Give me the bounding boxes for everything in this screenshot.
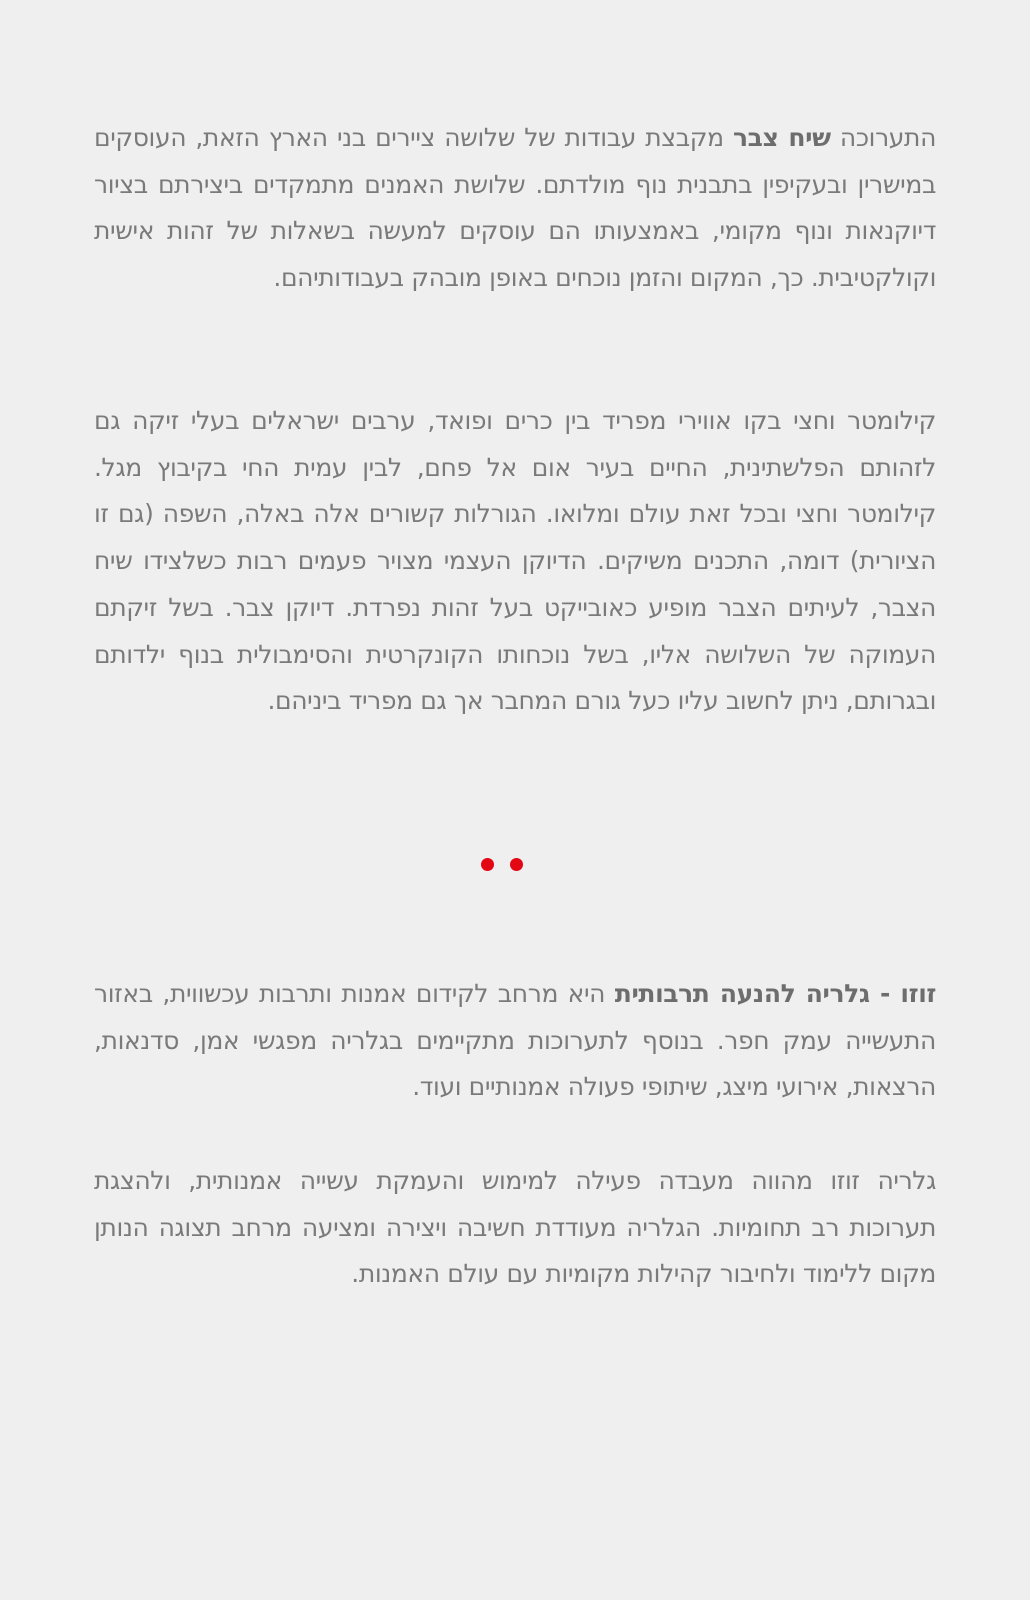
gallery-intro-text: היא מרחב לקידום אמנות ותרבות עכשווית, באזור התעשייה עמק חפר. בנוסף לתערוכות מתקיימים בגלריה מפגשי אמן, סדנאות, הרצאות, אירועי מיצג, שיתופי פעולה אמנותיים ועוד.: [94, 979, 936, 1102]
section-divider: [481, 858, 531, 872]
exhibition-title: שיח צבר: [732, 123, 831, 152]
divider-dot: [481, 858, 494, 871]
description-text: קילומטר וחצי בקו אווירי מפריד בין כרים ופואד, ערבים ישראלים בעלי זיקה גם לזהותם הפלשתינית, החיים בעיר אום אל פחם, לבין עמית החי בקיבוץ מגל. קילומטר וחצי ובכל זאת עולם ומלואו. הגורלות קשורים אלה באלה, השפה (גם זו הציורית) דומה, התכנים משיקים. הדיוקן העצמי מצויר פעמים רבות כשלצידו שיח הצבר, לעיתים הצבר מופיע כאובייקט בעל זהות נפרדת. דיוקן צבר. בשל זיקתם העמוקה של השלושה אליו, בשל נוכחותו הקונקרטית והסימבולית בנוף ילדותם ובגרותם, ניתן לחשוב עליו כעל גורם המחבר אך גם מפריד ביניהם.: [94, 406, 936, 716]
gallery-description-text: גלריה זוזו מהווה מעבדה פעילה למימוש והעמקת עשייה אמנותית, ולהצגת תערוכות רב תחומיות. הגלריה מעודדת חשיבה ויצירה ומציעה מרחב תצוגה הנותן מקום ללימוד ולחיבור קהילות מקומיות עם עולם האמנות.: [94, 1166, 936, 1289]
gallery-title: זוזו - גלריה להנעה תרבותית: [614, 979, 936, 1008]
gallery-intro-paragraph: [94, 971, 936, 1111]
divider-dot: [510, 858, 523, 871]
gallery-description-paragraph: [94, 1158, 936, 1298]
intro-lead: התערוכה: [839, 123, 937, 152]
exhibition-intro-paragraph: [94, 115, 936, 302]
exhibition-description-paragraph: [94, 398, 936, 725]
intro-text: מקבצת עבודות של שלושה ציירים בני הארץ הזאת, העוסקים במישרין ובעקיפין בתבנית נוף מולדתם. שלושת האמנים מתמקדים ביצירתם בציור דיוקנאות ונוף מקומי, באמצעותו הם עוסקים למעשה בשאלות של זהות אישית וקולקטיבית. כך, המקום והזמן נוכחים באופן מובהק בעבודותיהם.: [94, 123, 936, 293]
